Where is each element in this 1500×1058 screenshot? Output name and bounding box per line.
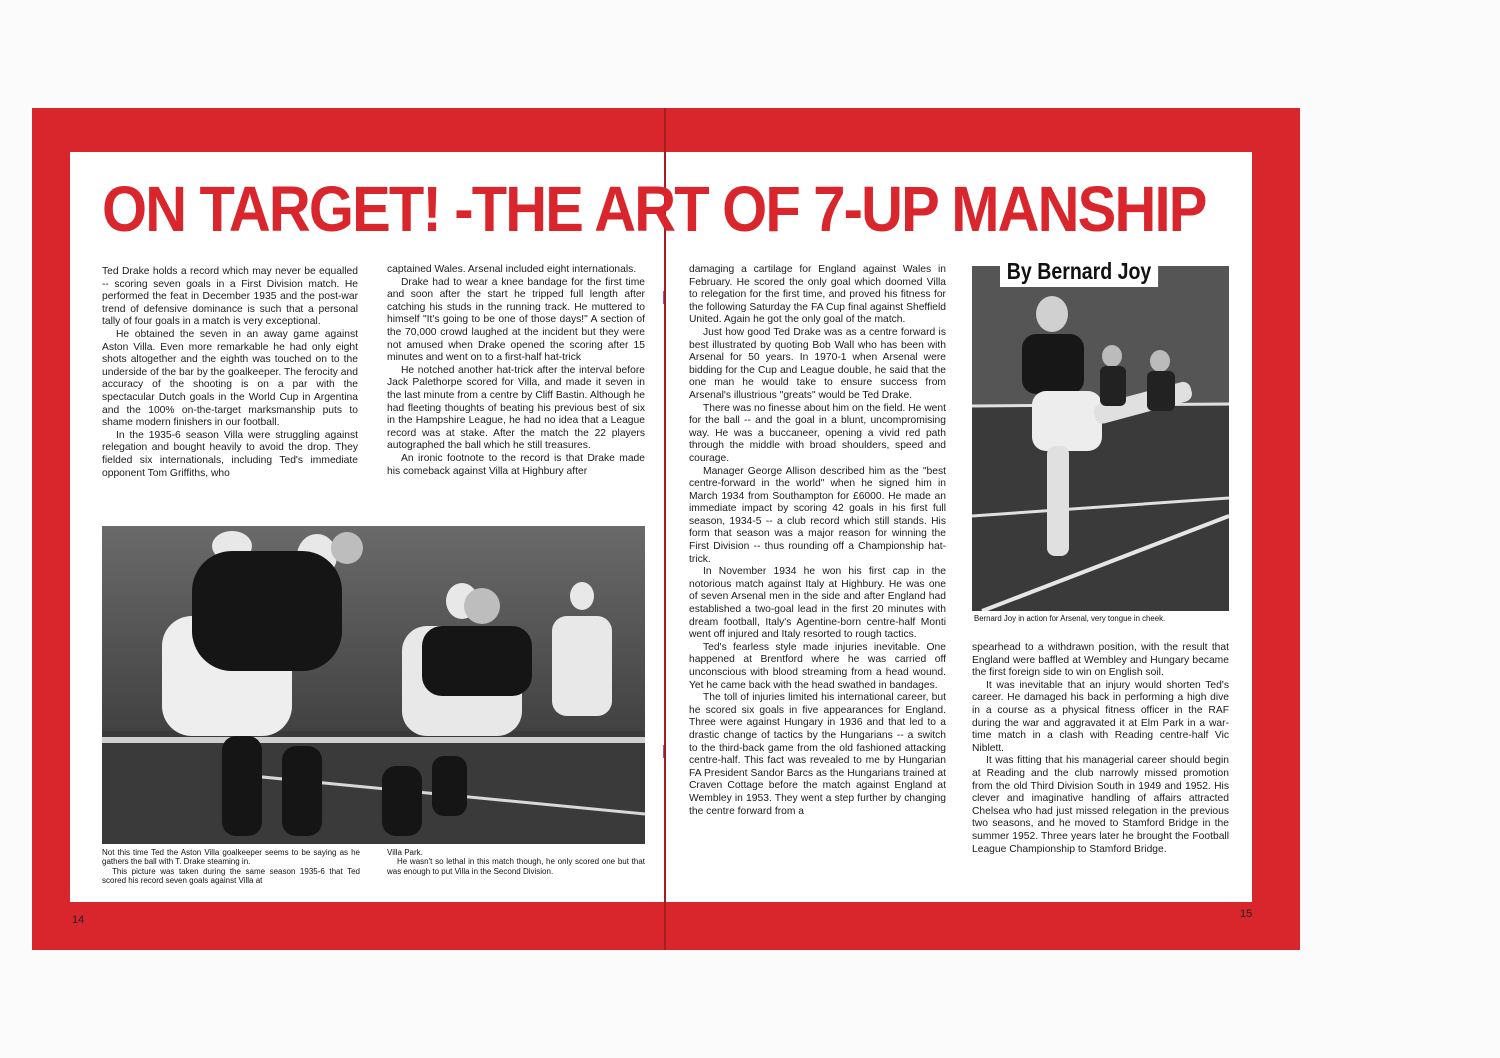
paragraph: He obtained the seven in an away game against Aston Villa. Even more remarkable he had only eight shots altogether and the eighth was touched on to the underside of the bar by the goalkeeper. The ferocity and accuracy of the shooting is on a par with the spectacular Dutch goals in the World Cup in Argentina and the 100% on-the-target marksmanship puts to shame modern finishers in our football. xyxy=(102,328,358,429)
staple-mark-bottom: | xyxy=(662,742,666,758)
article-column-4 xyxy=(972,642,1229,856)
photo-illustration xyxy=(102,526,645,844)
article-headline: ON TARGET! -THE ART OF 7-UP MANSHIP xyxy=(102,173,1206,245)
match-photo-villa-goalkeeper xyxy=(102,526,645,844)
byline: By Bernard Joy xyxy=(1000,256,1158,287)
paragraph: spearhead to a withdrawn position, with the result that England were baffled at Wembley and Hungary became the first foreign side to win on English soil. xyxy=(972,642,1229,679)
staple-mark-top: | xyxy=(662,288,666,304)
caption-line: This picture was taken during the same season 1935-6 that Ted scored his record seven goals against Villa at xyxy=(102,866,360,886)
page-number-left: 14 xyxy=(72,914,85,926)
photo-caption-right xyxy=(387,848,645,876)
photo-bernard-joy xyxy=(972,266,1229,611)
paragraph: In November 1934 he won his first cap in the notorious match against Italy at Highbury. He was one of seven Arsenal men in the side and after England had established a two-goal lead in the first 20 minutes with dream football, Italy's Agentine-born centre-half Monti went off injured and Italy resorted to rough tactics. xyxy=(689,566,946,641)
paragraph: The toll of injuries limited his international career, but he scored six goals in five appearances for England. Three were against Hungary in 1936 and that led to a drastic change of tactics by the Hungarians -- a switch to the third-back game from the old fashioned attacking centre-half. This fact was revealed to me by Hungarian FA President Sandor Barcs as the Hungarians trained at Craven Cottage before the match against England at Wembley in 1953. They went a step further by changing the centre forward from a xyxy=(689,692,946,817)
caption-line: Not this time Ted the Aston Villa goalkeeper seems to be saying as he gathers the ball with T. Drake steaming in. xyxy=(102,848,360,867)
paragraph: It was fitting that his managerial career should begin at Reading and the club narrowly missed promotion from the old Third Division South in 1949 and 1952. His clever and imaginative handling of affairs attracted Chelsea who had just missed relegation in the previous two seasons, and he moved to Stamford Bridge in the summer 1952. Three years later he brought the Football League Championship to Stamford Bridge. xyxy=(972,755,1229,855)
paragraph: It was inevitable that an injury would shorten Ted's career. He damaged his back in performing a high dive in a course as a physical fitness officer in the RAF during the war and aggravated it at Elm Park in a war-time match in a clash with Reading centre-half Vic Niblett. xyxy=(972,679,1229,754)
paragraph: An ironic footnote to the record is that Drake made his comeback against Villa at Highbury after xyxy=(387,452,645,477)
article-column-1 xyxy=(102,266,358,480)
paragraph: damaging a cartilage for England against Wales in February. He scored the only goal which doomed Villa to relegation for the first time, and proved his fitness for the following Saturday the FA Cup final against Sheffield United. Again he got the only goal of the match. xyxy=(689,264,946,326)
paragraph: Manager George Allison described him as the "best centre-forward in the world" when he signed him in March 1934 from Southampton for £6000. He made an immediate impact by scoring 42 goals in his first full season, 1934-5 -- a club record which still stands. His form that season was a major reason for winning the First Division -- thus rounding off a Championship hat-trick. xyxy=(689,465,946,565)
photo-caption-left xyxy=(102,848,360,886)
paragraph: captained Wales. Arsenal included eight internationals. xyxy=(387,264,637,275)
photo-caption-bernard-joy: Bernard Joy in action for Arsenal, very tongue in cheek. xyxy=(974,614,1166,623)
caption-line: He wasn't so lethal in this match though, he only scored one but that was enough to put Villa in the Second Division. xyxy=(387,857,645,876)
paragraph: In the 1935-6 season Villa were struggling against relegation and bought heavily to avoid the drop. They fielded six internationals, including Ted's immediate opponent Tom Griffiths, who xyxy=(102,429,358,479)
paragraph: There was no finesse about him on the field. He went for the ball -- and the goal in a blunt, uncompromising way. He was a buccaneer, opening a vivid red path through the middle with broad shoulders, speed and courage. xyxy=(689,402,946,464)
photo-illustration xyxy=(972,266,1229,611)
paragraph: He notched another hat-trick after the interval before Jack Palethorpe scored for Villa, and made it seven in the last minute from a centre by Cliff Bastin. Although he had fleeting thoughts of beating his previous best of six in the Hampshire League, he had no idea that a League record was at stake. After the match the 22 players autographed the ball which he still treasures. xyxy=(387,364,645,452)
caption-line: Villa Park. xyxy=(387,848,423,857)
paragraph: Ted's fearless style made injuries inevitable. One happened at Brentford where he was carried off unconscious with blood streaming from a head wound. Yet he came back with the head swathed in bandages. xyxy=(689,641,946,691)
paragraph: Just how good Ted Drake was as a centre forward is best illustrated by quoting Bob Wall who has been with Arsenal for 50 years. In 1970-1 when Arsenal were bidding for the Cup and League double, he said that the one man he would take to ensure success from Arsenal's illustrious "greats" would be Ted Drake. xyxy=(689,326,946,401)
article-column-3 xyxy=(689,264,946,818)
paragraph: Ted Drake holds a record which may never be equalled -- scoring seven goals in a First Division match. He performed the feat in December 1935 and the post-war trend of defensive dominance is such that a personal tally of four goals in a match is very exceptional. xyxy=(102,266,358,328)
page-number-right: 15 xyxy=(1240,908,1253,920)
article-column-2 xyxy=(387,264,645,478)
paragraph: Drake had to wear a knee bandage for the first time and soon after the start he tripped full length after catching his studs in the running track. He muttered to himself "It's going to be one of those days!" A section of the 70,000 crowd laughed at the incident but they were not amused when Drake opened the scoring after 15 minutes and went on to a first-half hat-trick xyxy=(387,276,645,364)
